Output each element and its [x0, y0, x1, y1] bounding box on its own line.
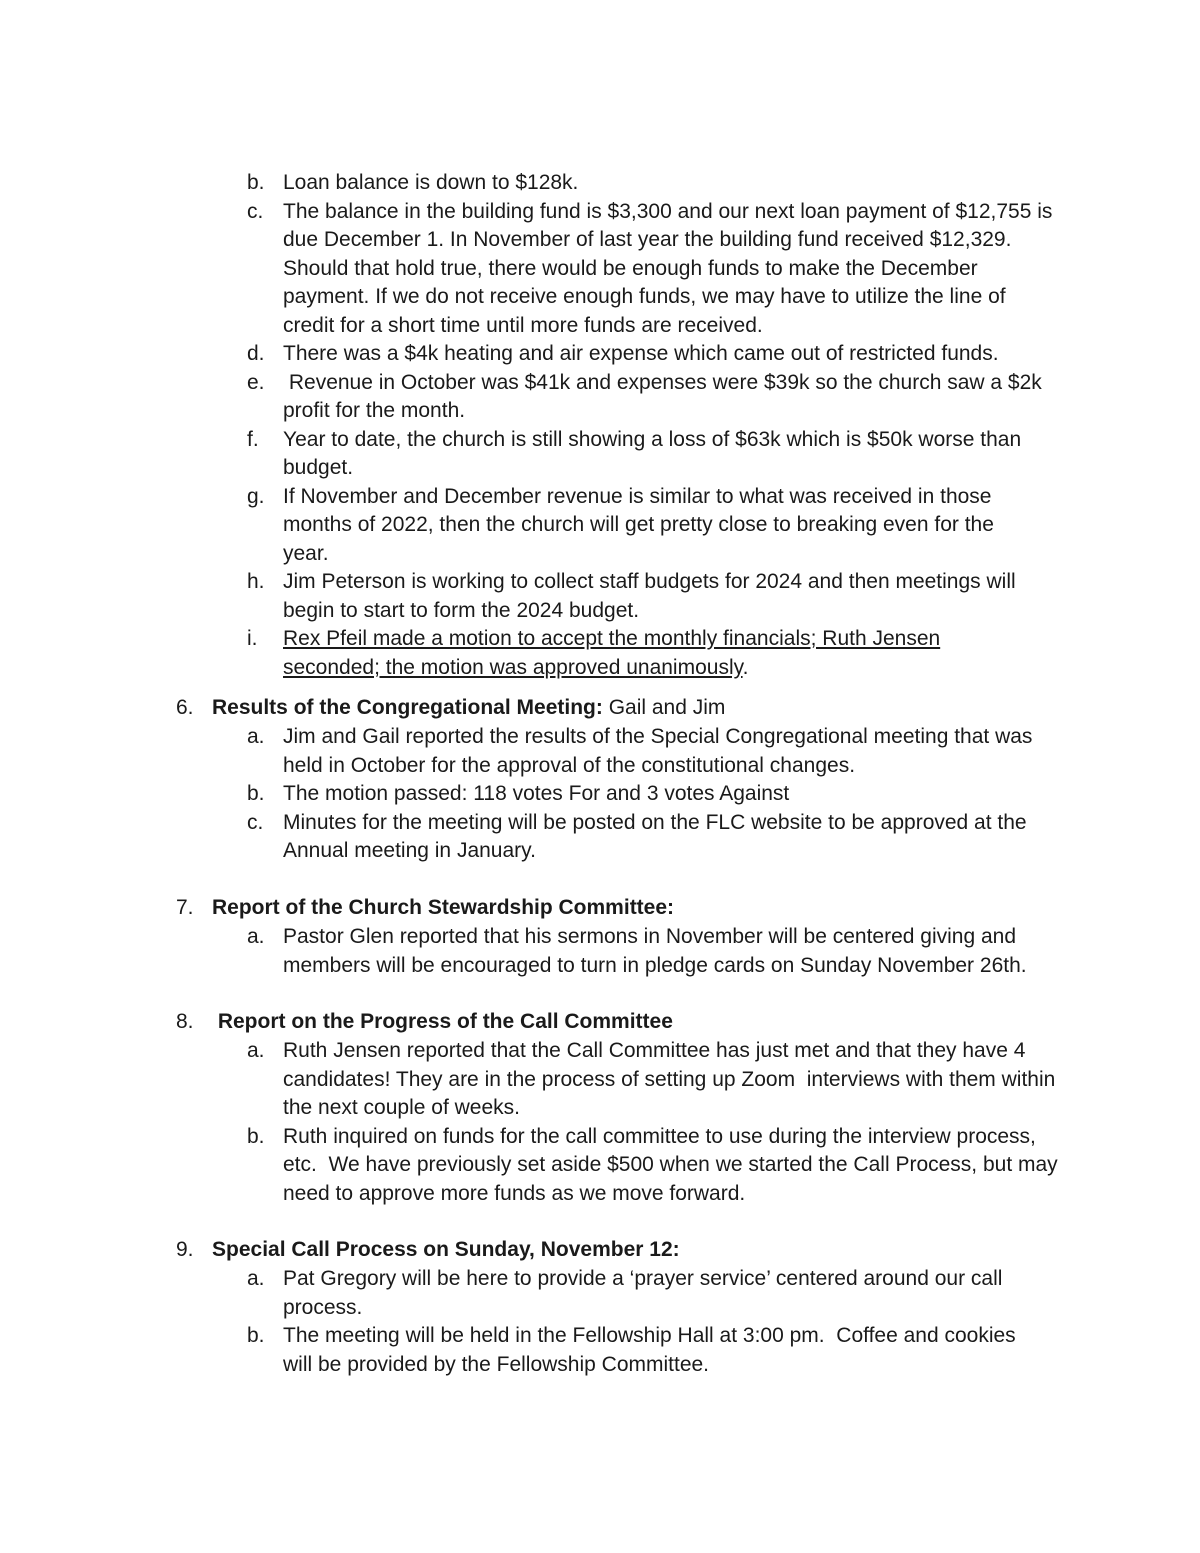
list-item [0, 1322, 1200, 1379]
item-text [283, 625, 983, 682]
list-item [0, 568, 1200, 625]
item-text: Jim Peterson is working to collect staff budgets for 2024 and then meetings will begin to start to form the 2024 budget. [283, 570, 1016, 622]
section-call-committee [0, 1008, 1200, 1208]
list-item [0, 340, 1200, 369]
section-title [212, 694, 725, 723]
item-text: Minutes for the meeting will be posted on the FLC website to be approved at the Annual meeting in January. [283, 810, 1027, 862]
section-title-bold: Results of the Congregational Meeting: [212, 696, 603, 719]
section-number: 6. [176, 696, 194, 719]
item-letter: c. [247, 199, 264, 223]
item-letter: i. [247, 627, 258, 650]
item-text: Ruth Jensen reported that the Call Committee has just met and that they have 4 candidates! They are in the process of setting up Zoom interviews with them within the next couple of weeks. [283, 1039, 1062, 1119]
section-title [212, 894, 674, 923]
item-letter: f. [247, 427, 259, 451]
list-item [0, 369, 1200, 426]
section-stewardship-committee [0, 894, 1200, 980]
list-item [0, 198, 1200, 341]
list-item [0, 723, 1200, 780]
item-text: Jim and Gail reported the results of the Special Congregational meeting that was held in October for the approval of the constitutional changes. [283, 725, 1033, 777]
item-letter: b. [247, 171, 265, 194]
list-item [0, 1123, 1200, 1209]
item-text: Pat Gregory will be here to provide a ‘prayer service’ centered around our call process. [283, 1267, 1003, 1319]
item-text: The motion passed: 118 votes For and 3 votes Against [283, 782, 790, 805]
item-letter: a. [247, 725, 265, 748]
item-letter: g. [247, 484, 265, 508]
financial-report-items [0, 169, 1200, 682]
item-text: Revenue in October was $41k and expenses were $39k so the church saw a $2k profit for the month. [283, 370, 1048, 422]
item-text: Pastor Glen reported that his sermons in November will be centered giving and members will be encouraged to turn in pledge cards on Sunday November 26th. [283, 925, 1027, 977]
section-title-bold: Report on the Progress of the Call Committee [212, 1010, 673, 1033]
list-item [0, 780, 1200, 809]
item-letter: a. [247, 925, 265, 948]
item-letter: b. [247, 1124, 265, 1148]
list-item [0, 1037, 1200, 1123]
section-number: 8. [176, 1010, 194, 1033]
item-letter: b. [247, 1324, 265, 1347]
section-special-call-process [0, 1236, 1200, 1379]
item-letter: e. [247, 370, 265, 394]
section-title [212, 1236, 680, 1265]
section-heading [0, 1008, 1200, 1037]
motion-period: . [742, 655, 749, 679]
motion-text: Rex Pfeil made a motion to accept the monthly financials; Ruth Jensen seconded; the motion was approved unanimously [283, 627, 941, 679]
item-text: Year to date, the church is still showing a loss of $63k which is $50k worse than budget. [283, 427, 1022, 479]
section-number: 9. [176, 1238, 194, 1261]
list-item [0, 483, 1200, 569]
section-title-suffix: Gail and Jim [602, 696, 726, 719]
section-heading [0, 1236, 1200, 1265]
item-text: The meeting will be held in the Fellowship Hall at 3:00 pm. Coffee and cookies will be provided by the Fellowship Committee. [283, 1324, 1022, 1376]
item-text: Ruth inquired on funds for the call committee to use during the interview process, etc. We have previously set aside $500 when we started the Call Process, but may need to approve more funds as we move forward. [283, 1124, 1064, 1205]
section-heading [0, 694, 1200, 723]
item-text: There was a $4k heating and air expense which came out of restricted funds. [283, 342, 999, 365]
item-letter: a. [247, 1039, 265, 1062]
section-title [212, 1008, 673, 1037]
item-letter: b. [247, 782, 265, 805]
item-letter: h. [247, 570, 265, 593]
list-item [0, 809, 1200, 866]
list-item [0, 1265, 1200, 1322]
item-letter: d. [247, 342, 265, 365]
section-title-bold: Report of the Church Stewardship Committee: [212, 896, 675, 919]
section-heading [0, 894, 1200, 923]
section-congregational-meeting [0, 694, 1200, 866]
section-number: 7. [176, 896, 194, 919]
list-item [0, 426, 1200, 483]
section-title-bold: Special Call Process on Sunday, November 12: [212, 1238, 680, 1261]
list-item [0, 169, 1200, 198]
item-letter: a. [247, 1267, 265, 1290]
item-text: Loan balance is down to $128k. [283, 171, 579, 194]
item-text: If November and December revenue is similar to what was received in those months of 2022, then the church will get pretty close to breaking even for the year. [283, 484, 994, 565]
item-letter: c. [247, 810, 264, 834]
motion-item [0, 625, 1200, 682]
list-item [0, 923, 1200, 980]
item-text: The balance in the building fund is $3,300 and our next loan payment of $12,755 is due December 1. In November of last year the building fund received $12,329. Should that hold true, there would be enough funds to make the December payment. If we do not receive enough funds, we may have to utilize the line of credit for a short time until more funds are received. [283, 199, 1053, 337]
